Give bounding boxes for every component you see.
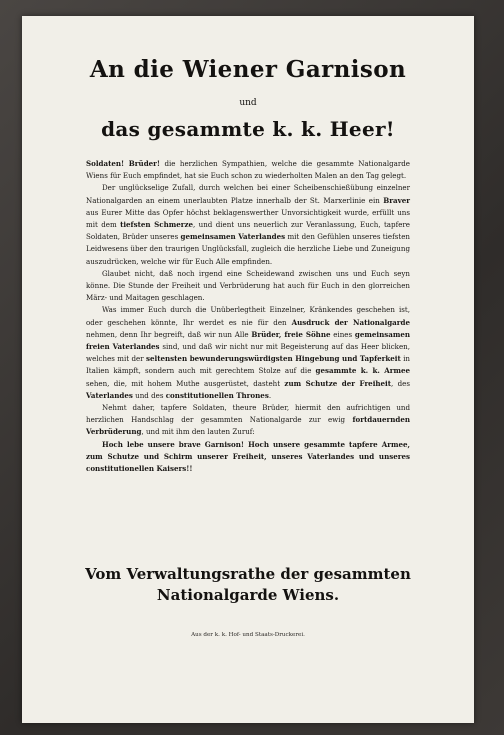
paragraph-1	[86, 158, 410, 182]
p2-text-c: , und dient uns neuerlich zur Veranlassung, Euch, tapfere Soldaten, Brüder unseres	[86, 220, 410, 242]
paragraph-5	[86, 402, 410, 439]
p4-bold-d: seltensten bewunderungswürdigsten Hingebung und Tapferkeit	[146, 354, 401, 364]
p4-text-f: sehen, die, mit hohem Muthe ausgerüstet, dasteht	[86, 378, 285, 388]
p4-bold-a: Ausdruck der Nationalgarde	[291, 317, 410, 327]
paragraph-3: Glaubet nicht, daß noch irgend eine Scheidewand zwischen uns und Euch seyn könne. Die Stunde der Freiheit und Verbrüderung hat auch für Euch in den glorreichen März- und Maitagen geschlagen.	[86, 268, 410, 303]
p4-text-a: Was immer Euch durch die Unüberlegtheit Einzelner, Kränkendes geschehen ist, oder geschehen könnte, Ihr werdet es nie für den	[86, 305, 410, 327]
p4-text-d: sind, und daß wir nicht nur mit Begeisterung auf das Heer blicken, welches mit der	[86, 342, 411, 364]
p4-bold-e: gesammte k. k. Armee	[315, 366, 410, 376]
p4-bold-h: constitutionellen Thrones	[165, 390, 269, 400]
p4-text-h: und des	[132, 390, 166, 400]
salutation: Soldaten! Brüder!	[86, 159, 161, 168]
p4-bold-b: Brüder, freie Söhne	[251, 329, 331, 339]
p5-bold-a: fortdauernden Verbrüderung	[86, 415, 410, 437]
proclamation-title: An die Wiener Garnison	[89, 56, 407, 83]
p2-bold-a: Braver	[383, 195, 410, 205]
p4-text-e: in Italien kämpft, sondern auch mit gerechtem Stolze auf die	[86, 354, 410, 376]
proclamation-body	[86, 158, 410, 475]
acclamation-text: Hoch lebe unsere brave Garnison! Hoch unsere gesammte tapfere Armee, zum Schutze und Schirm unserer Freiheit, unseres Vaterlandes und unseres constitutionellen Kaisers!!	[86, 439, 410, 474]
p2-bold-b: tiefsten Schmerze	[120, 220, 194, 230]
p4-bold-g: Vaterlandes	[86, 390, 133, 400]
p4-text-i: .	[268, 390, 272, 400]
p4-bold-f: zum Schutze der Freiheit	[284, 378, 392, 388]
p2-bold-c: gemeinsamen Vaterlandes	[180, 232, 286, 242]
signature-line-2: Nationalgarde Wiens.	[156, 586, 340, 604]
proclamation-subtitle: das gesammte k. k. Heer!	[101, 117, 395, 141]
p2-text-a: Der unglückselige Zufall, durch welchen bei einer Scheibenschießübung einzelner Nationalgarden an einem unerlaubten Platze innerhalb der St. Marxerlinie ein	[86, 183, 410, 205]
p2-text-b: aus Eurer Mitte das Opfer höchst beklagenswerther Unvorsichtigkeit wurde, erfüllt uns mit dem	[86, 207, 410, 230]
signature-line-1: Vom Verwaltungsrathe der gesammten	[85, 565, 411, 583]
p4-text-g: , des	[391, 378, 410, 388]
paragraph-4	[86, 304, 410, 402]
printer-imprint: Aus der k. k. Hof- und Staats-Druckerei.	[191, 632, 305, 638]
p5-text-a: Nehmt daher, tapfere Soldaten, theure Brüder, hiermit den aufrichtigen und herzlichen Handschlag der gesammten Nationalgarde zur ewig	[86, 403, 410, 425]
p4-bold-c: gemeinsamen freien Vaterlandes	[86, 329, 411, 352]
paragraph-6-acclamation	[86, 439, 410, 476]
p4-text-b: nehmen, denn Ihr begreift, daß wir nun Alle	[86, 329, 252, 339]
paragraph-1-text: die herzlichen Sympathien, welche die gesammte Nationalgarde Wiens für Euch empfindet, hat sie Euch schon zu wiederholten Malen an den Tag gelegt.	[86, 159, 410, 181]
title-conjunction: und	[239, 98, 257, 108]
paragraph-2	[86, 182, 410, 267]
p4-text-c: eines	[330, 329, 355, 339]
p5-text-b: , und mit ihm den lauten Zuruf:	[141, 427, 255, 437]
p2-text-d: mit den Gefühlen unseres tiefsten Leidwesens über den traurigen Unglücksfall, zugleich die herzliche Liebe und Zuneigung auszudrücken, welche wir für Euch Alle empfinden.	[86, 232, 410, 266]
proclamation-sheet	[22, 16, 474, 723]
